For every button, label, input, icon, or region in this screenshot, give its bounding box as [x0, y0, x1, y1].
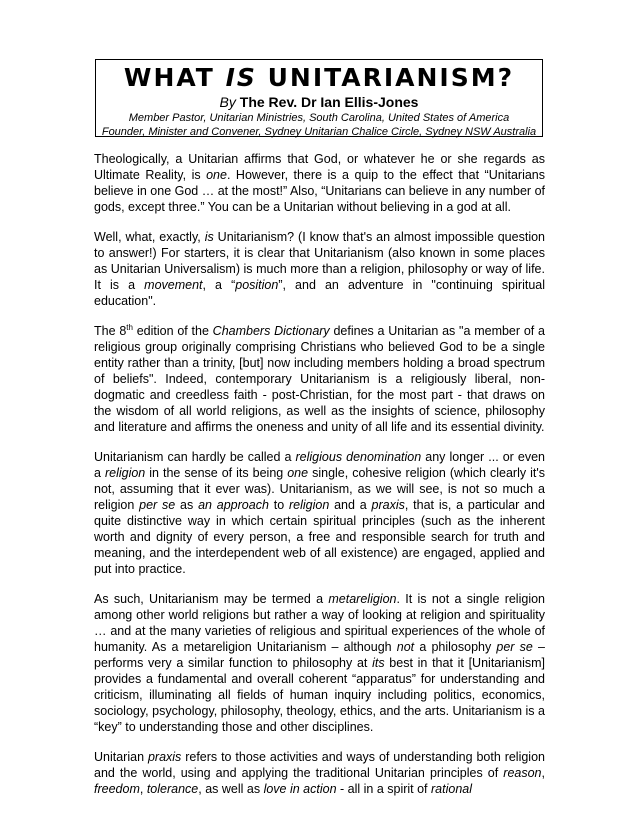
text-emphasis: religious denomination — [295, 450, 422, 464]
text-run: refers to those activities and ways of understanding both religion and the world, using and applying the traditional Unitarian principles of — [94, 750, 545, 780]
text-emphasis: its — [372, 656, 385, 670]
text-emphasis: one — [206, 168, 227, 182]
text-emphasis: not — [396, 640, 415, 654]
text-emphasis: per se — [496, 640, 533, 654]
text-emphasis: praxis — [147, 750, 182, 764]
text-run: , that is, a particular and quite distinctive way in which certain spiritual principles (such as the inherent worth and dignity of every person, a free and responsible search for truth and meaning, and the interdependent web of all existence) are engaged, applied and put into practice. — [94, 498, 546, 576]
text-emphasis: position — [235, 278, 279, 292]
text-emphasis: love in action — [263, 782, 337, 796]
text-run: , — [541, 766, 545, 780]
text-run: Unitarianism? (I know that's an almost impossible question to answer!) For starters, it is clear that Unitarianism (also known in some places as Unitarian Universalism) is much more than a religion, philosophy or way of life. It is a — [94, 230, 545, 292]
title-text: WHAT — [123, 63, 226, 92]
text-emphasis: an approach — [198, 498, 269, 512]
text-run: - all in a spirit of — [336, 782, 432, 796]
paragraph-4 — [94, 449, 545, 577]
text-run: , a “ — [202, 278, 236, 292]
text-run: , as well as — [198, 782, 264, 796]
text-run: in the sense of its being — [145, 466, 288, 480]
text-emphasis: freedom — [94, 782, 140, 796]
text-run: single, cohesive religion (which clearly it's not, assuming that it ever was). Unitarianism, as we will see, is not so much a religion — [94, 466, 545, 512]
paragraph-5 — [94, 591, 545, 735]
title-block — [95, 59, 543, 137]
text-run: Unitarian — [94, 750, 148, 764]
text-emphasis: tolerance — [146, 782, 199, 796]
text-emphasis: movement — [144, 278, 203, 292]
text-run: . It is not a single religion among other world religions but rather a way of looking at religion and spirituality … and at the many varieties of religious and spiritual experiences of the whole of humanity. As a metareligion Unitarianism – although — [94, 592, 545, 654]
text-run: The 8 — [94, 324, 127, 338]
text-run: defines a Unitarian as "a member of a religious group originally comprising Christians who believed God to be a single entity rather than a trinity, [but] now including members holding a broad spectrum of beliefs". Indeed, contemporary Unitarianism is a religiously liberal, non-dogmatic and creedless faith - post-Christian, for the most part - that draws on the wisdom of all world religions, as well as the insights of science, philosophy and literature and affirms the oneness and unity of all life and its essential divinity. — [94, 324, 545, 434]
text-emphasis: metareligion — [328, 592, 397, 606]
affiliation-line-1: Member Pastor, Unitarian Ministries, South Carolina, United States of America — [128, 112, 510, 124]
text-emphasis: religion — [104, 466, 146, 480]
text-run: Well, what, exactly, — [94, 230, 205, 244]
text-emphasis: rational — [431, 782, 473, 796]
text-run: , — [139, 782, 147, 796]
title-text-end: UNITARIANISM? — [256, 63, 515, 92]
body-text — [94, 151, 545, 811]
text-run: edition of the — [132, 324, 213, 338]
paragraph-3 — [94, 323, 545, 435]
affiliation-line-2: Founder, Minister and Convener, Sydney Unitarian Chalice Circle, Sydney NSW Australia — [101, 126, 537, 138]
text-run: as — [175, 498, 199, 512]
text-run: Unitarianism can hardly be called a — [94, 450, 296, 464]
text-run: As such, Unitarianism may be termed a — [94, 592, 329, 606]
document-title — [96, 63, 542, 93]
text-run: . However, there is a quip to the effect that “Unitarians believe in one God … at the most!” Also, “Unitarians can believe in any number of gods, except three.” You can be a Unitarian without believing in a god at all. — [94, 168, 545, 214]
text-run: best in that it [Unitarianism] provides a fundamental and overall coherent “apparatus” for understanding and criticism, illuminating all fields of human inquiry including politics, economics, sociology, psychology, philosophy, theology, ethics, and the arts. Unitarianism is a “key” to understanding those and other disciplines. — [94, 656, 545, 734]
paragraph-6 — [94, 749, 545, 797]
text-emphasis: one — [287, 466, 309, 480]
by-label: By — [219, 94, 236, 110]
text-emphasis: reason — [503, 766, 542, 780]
text-run: to — [268, 498, 289, 512]
text-run: Theologically, a Unitarian affirms that God, or whatever he or she regards as Ultimate Reality, is — [94, 152, 545, 182]
text-emphasis: Chambers Dictionary — [212, 324, 330, 338]
text-run: – performs very a similar function to philosophy at — [94, 640, 545, 670]
author-name: The Rev. Dr Ian Ellis-Jones — [239, 94, 419, 110]
text-emphasis: per se — [139, 498, 176, 512]
ordinal-superscript: th — [126, 322, 133, 332]
text-run: a philosophy — [414, 640, 497, 654]
paragraph-2 — [94, 229, 545, 309]
text-emphasis: is — [204, 230, 214, 244]
text-emphasis: praxis — [371, 498, 405, 512]
text-run: any longer ... or even a — [94, 450, 545, 480]
text-run: ”, and an adventure in "continuing spiritual education". — [94, 278, 545, 308]
paragraph-1 — [94, 151, 545, 215]
byline — [96, 94, 542, 111]
title-emphasis: IS — [225, 63, 257, 92]
text-run: and a — [329, 498, 372, 512]
text-emphasis: religion — [288, 498, 330, 512]
